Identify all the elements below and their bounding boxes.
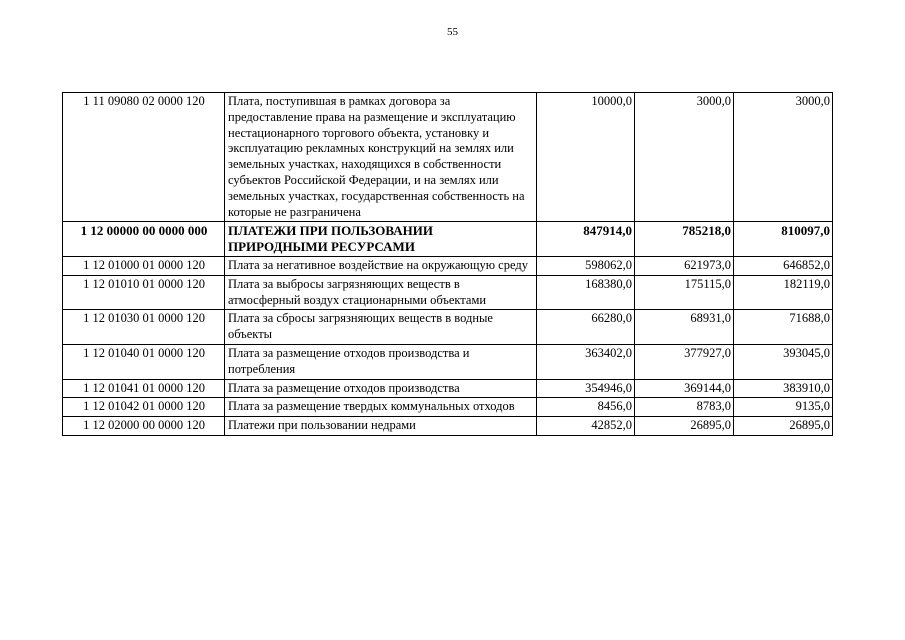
- revenue-name-cell: Плата, поступившая в рамках договора за предоставление права на размещение и эксплуатацию нестационарного торгового объекта, установку и эксплуатацию рекламных конструкций на землях или земельных участках, находящихся в собственности субъектов Российской Федерации, и на землях или земельных участках, государственная собственность на которые не разграничена: [225, 93, 537, 222]
- amount-year-1-cell: 168380,0: [537, 275, 635, 310]
- revenue-name-cell: Платежи при пользовании недрами: [225, 417, 537, 436]
- amount-year-2-cell: 785218,0: [635, 222, 734, 257]
- amount-year-3-cell: 26895,0: [734, 417, 833, 436]
- amount-year-2-cell: 377927,0: [635, 344, 734, 379]
- amount-year-1-cell: 66280,0: [537, 310, 635, 345]
- table-row-section-header: [63, 222, 833, 257]
- table-row: [63, 379, 833, 398]
- revenue-name-cell: Плата за размещение твердых коммунальных отходов: [225, 398, 537, 417]
- budget-table: [62, 92, 833, 436]
- revenue-code-cell: 1 12 02000 00 0000 120: [63, 417, 225, 436]
- revenue-code-cell: 1 12 01030 01 0000 120: [63, 310, 225, 345]
- amount-year-1-cell: 847914,0: [537, 222, 635, 257]
- amount-year-1-cell: 42852,0: [537, 417, 635, 436]
- amount-year-1-cell: 8456,0: [537, 398, 635, 417]
- amount-year-2-cell: 175115,0: [635, 275, 734, 310]
- amount-year-3-cell: 9135,0: [734, 398, 833, 417]
- amount-year-2-cell: 621973,0: [635, 256, 734, 275]
- revenue-name-cell: Плата за выбросы загрязняющих веществ в атмосферный воздух стационарными объектами: [225, 275, 537, 310]
- revenue-code-cell: 1 12 01041 01 0000 120: [63, 379, 225, 398]
- amount-year-3-cell: 393045,0: [734, 344, 833, 379]
- revenue-name-cell: Плата за сбросы загрязняющих веществ в водные объекты: [225, 310, 537, 345]
- amount-year-3-cell: 3000,0: [734, 93, 833, 222]
- amount-year-3-cell: 71688,0: [734, 310, 833, 345]
- table-row: [63, 256, 833, 275]
- revenue-code-cell: 1 12 01010 01 0000 120: [63, 275, 225, 310]
- revenue-code-cell: 1 12 01040 01 0000 120: [63, 344, 225, 379]
- amount-year-1-cell: 598062,0: [537, 256, 635, 275]
- revenue-code-cell: 1 12 00000 00 0000 000: [63, 222, 225, 257]
- table-row: [63, 275, 833, 310]
- amount-year-3-cell: 810097,0: [734, 222, 833, 257]
- table-row: [63, 398, 833, 417]
- amount-year-3-cell: 646852,0: [734, 256, 833, 275]
- revenue-code-cell: 1 11 09080 02 0000 120: [63, 93, 225, 222]
- amount-year-2-cell: 26895,0: [635, 417, 734, 436]
- revenue-name-cell: Плата за размещение отходов производства и потребления: [225, 344, 537, 379]
- revenue-name-cell: Плата за негативное воздействие на окружающую среду: [225, 256, 537, 275]
- amount-year-2-cell: 369144,0: [635, 379, 734, 398]
- table-row: [63, 310, 833, 345]
- page-number: 55: [447, 26, 458, 38]
- revenue-code-cell: 1 12 01000 01 0000 120: [63, 256, 225, 275]
- revenue-name-cell: ПЛАТЕЖИ ПРИ ПОЛЬЗОВАНИИ ПРИРОДНЫМИ РЕСУРСАМИ: [225, 222, 537, 257]
- amount-year-1-cell: 354946,0: [537, 379, 635, 398]
- amount-year-1-cell: 10000,0: [537, 93, 635, 222]
- table-row: [63, 93, 833, 222]
- revenue-code-cell: 1 12 01042 01 0000 120: [63, 398, 225, 417]
- amount-year-2-cell: 8783,0: [635, 398, 734, 417]
- amount-year-3-cell: 182119,0: [734, 275, 833, 310]
- amount-year-3-cell: 383910,0: [734, 379, 833, 398]
- table-row: [63, 417, 833, 436]
- amount-year-1-cell: 363402,0: [537, 344, 635, 379]
- amount-year-2-cell: 3000,0: [635, 93, 734, 222]
- amount-year-2-cell: 68931,0: [635, 310, 734, 345]
- revenue-name-cell: Плата за размещение отходов производства: [225, 379, 537, 398]
- table-row: [63, 344, 833, 379]
